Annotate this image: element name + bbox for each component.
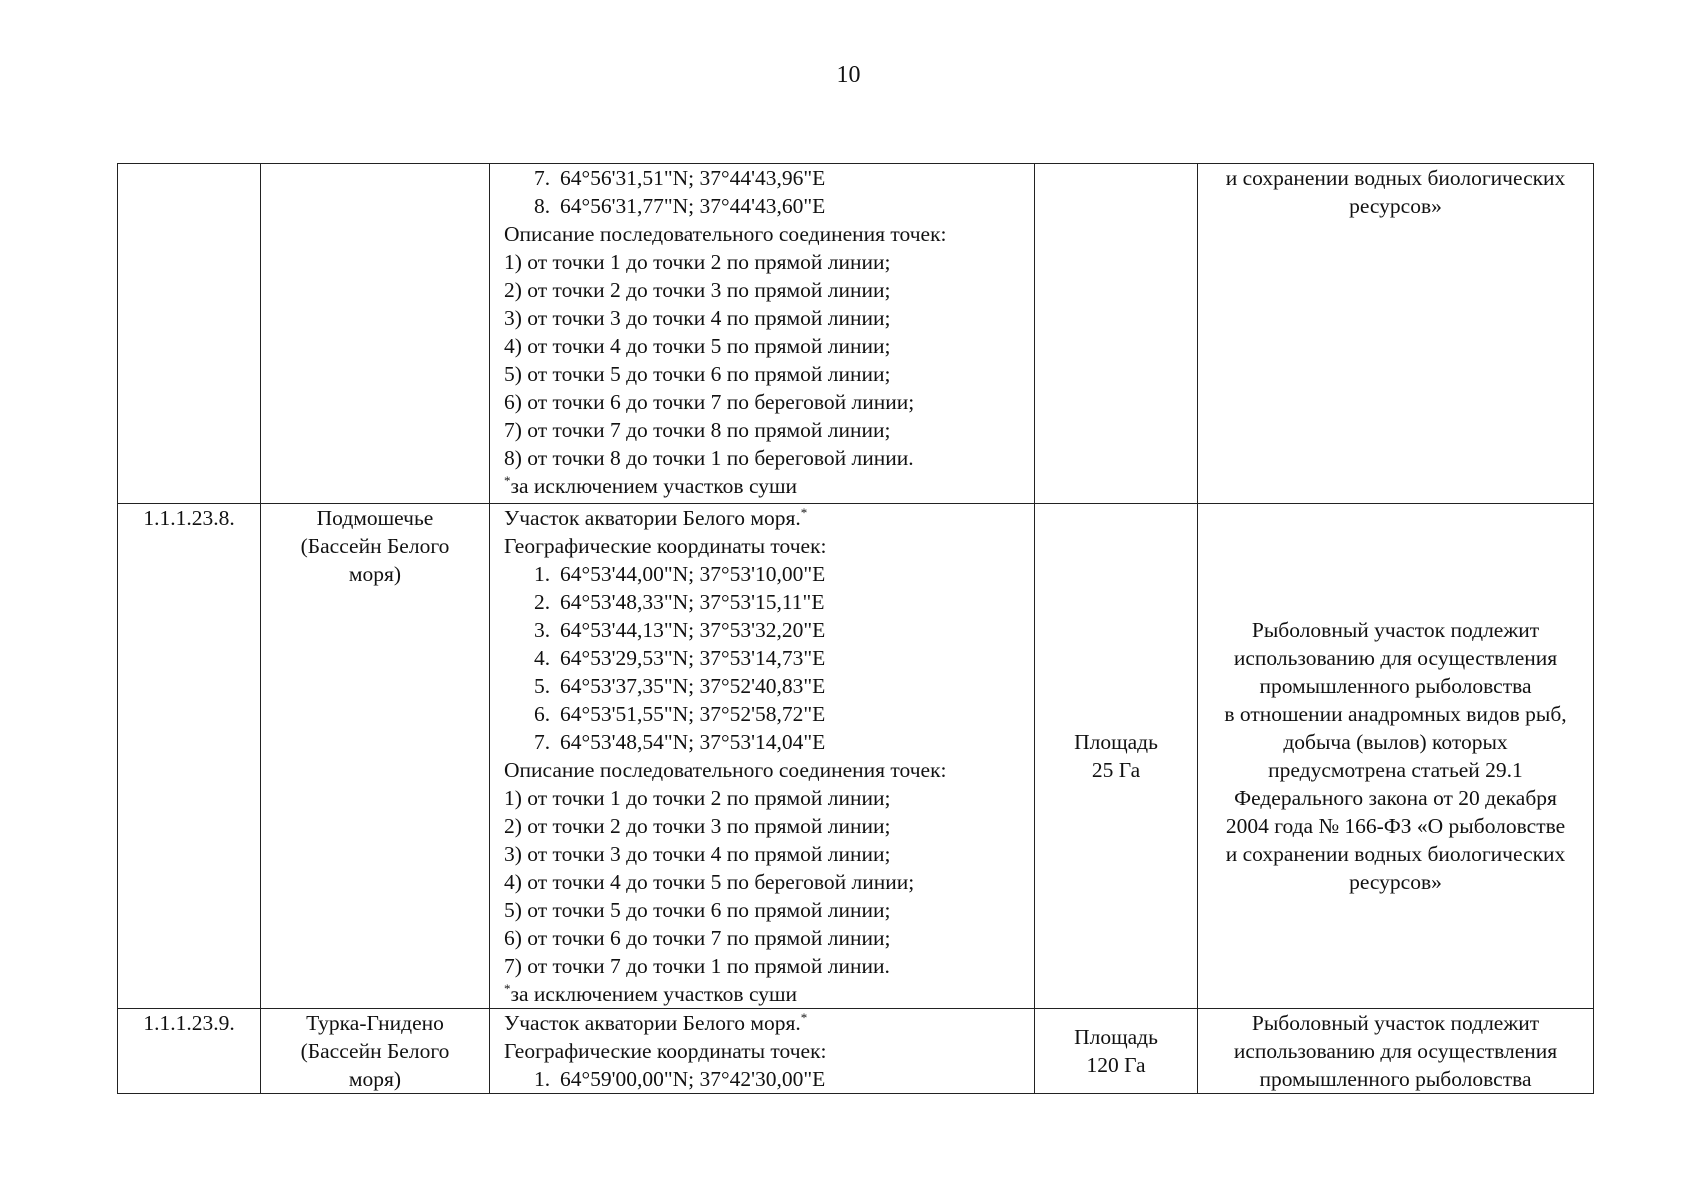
table-row — [118, 504, 1594, 1009]
connection-line: 2) от точки 2 до точки 3 по прямой линии; — [504, 278, 891, 302]
coordinate-point: 8. 64°56'31,77"N; 37°44'43,60"E — [534, 194, 826, 218]
name-line: (Бассейн Белого — [300, 1039, 450, 1063]
intro-line: Участок акватории Белого моря.* — [504, 1009, 808, 1035]
row-name-cell — [261, 164, 490, 504]
note-line: 2004 года № 166-ФЗ «О рыболовстве — [1225, 814, 1566, 838]
note-line: ресурсов» — [1349, 870, 1442, 894]
note-line: Рыболовный участок подлежит — [1251, 1011, 1540, 1035]
row-name-cell — [261, 1009, 490, 1094]
connection-line: 3) от точки 3 до точки 4 по прямой линии; — [504, 306, 891, 330]
table-row — [118, 164, 1594, 504]
note-line: и сохранении водных биологических — [1225, 842, 1566, 866]
area-label: Площадь — [1074, 1025, 1158, 1049]
connection-line: 1) от точки 1 до точки 2 по прямой линии; — [504, 786, 891, 810]
row-area-cell — [1035, 164, 1198, 504]
connection-line: 7) от точки 7 до точки 8 по прямой линии; — [504, 418, 891, 442]
coordinate-point: 7. 64°53'48,54"N; 37°53'14,04"E — [534, 730, 826, 754]
row-note-cell — [1198, 1009, 1594, 1094]
coordinate-point: 4. 64°53'29,53"N; 37°53'14,73"E — [534, 646, 826, 670]
row-description-cell — [490, 504, 1035, 1009]
row-area-cell — [1035, 504, 1198, 1009]
row-number-cell: 1.1.1.23.9. — [118, 1009, 261, 1094]
connection-line: 1) от точки 1 до точки 2 по прямой линии; — [504, 250, 891, 274]
coords-title: Географические координаты точек: — [504, 1039, 827, 1063]
note-line: предусмотрена статьей 29.1 — [1268, 758, 1523, 782]
intro-line: Участок акватории Белого моря.* — [504, 504, 808, 530]
table-row — [118, 1009, 1594, 1094]
note-line: Федерального закона от 20 декабря — [1234, 786, 1557, 810]
connection-line: 6) от точки 6 до точки 7 по береговой линии; — [504, 390, 915, 414]
area-label: Площадь — [1074, 730, 1158, 754]
connection-line: 4) от точки 4 до точки 5 по береговой линии; — [504, 870, 915, 894]
row-description-cell — [490, 1009, 1035, 1094]
note-line: использованию для осуществления — [1233, 1039, 1558, 1063]
row-area-cell — [1035, 1009, 1198, 1094]
row-number-cell — [118, 164, 261, 504]
footnote: *за исключением участков суши — [504, 980, 798, 1006]
note-line: добыча (вылов) которых — [1283, 730, 1508, 754]
row-note-cell — [1198, 164, 1594, 504]
note-line: Рыболовный участок подлежит — [1251, 618, 1540, 642]
connection-line: 3) от точки 3 до точки 4 по прямой линии; — [504, 842, 891, 866]
connection-title: Описание последовательного соединения точек: — [504, 222, 947, 246]
coordinate-point: 6. 64°53'51,55"N; 37°52'58,72"E — [534, 702, 826, 726]
coordinate-point: 5. 64°53'37,35"N; 37°52'40,83"E — [534, 674, 826, 698]
connection-line: 5) от точки 5 до точки 6 по прямой линии; — [504, 898, 891, 922]
coordinate-point: 1. 64°59'00,00"N; 37°42'30,00"E — [534, 1067, 826, 1091]
connection-line: 2) от точки 2 до точки 3 по прямой линии; — [504, 814, 891, 838]
note-line: промышленного рыболовства — [1259, 1067, 1532, 1091]
connection-line: 7) от точки 7 до точки 1 по прямой линии. — [504, 954, 890, 978]
row-name-cell — [261, 504, 490, 1009]
fishing-areas-table — [117, 163, 1594, 1094]
area-value: 25 Га — [1091, 758, 1141, 782]
coordinate-point: 7. 64°56'31,51"N; 37°44'43,96"E — [534, 166, 826, 190]
row-note-cell — [1198, 504, 1594, 1009]
row-description-cell — [490, 164, 1035, 504]
connection-line: 8) от точки 8 до точки 1 по береговой линии. — [504, 446, 914, 470]
area-value: 120 Га — [1086, 1053, 1146, 1077]
footnote: *за исключением участков суши — [504, 472, 798, 498]
coords-title: Географические координаты точек: — [504, 534, 827, 558]
coordinate-point: 2. 64°53'48,33"N; 37°53'15,11"E — [534, 590, 825, 614]
coordinate-point: 3. 64°53'44,13"N; 37°53'32,20"E — [534, 618, 826, 642]
page-number: 10 — [836, 62, 861, 88]
connection-title: Описание последовательного соединения точек: — [504, 758, 947, 782]
note-line: промышленного рыболовства — [1259, 674, 1532, 698]
name-line: Турка-Гнидено — [306, 1011, 444, 1035]
note-line: использованию для осуществления — [1233, 646, 1558, 670]
note-line: и сохранении водных биологических — [1225, 166, 1566, 190]
name-line: моря) — [348, 1067, 402, 1091]
connection-line: 4) от точки 4 до точки 5 по прямой линии; — [504, 334, 891, 358]
note-line: ресурсов» — [1349, 194, 1442, 218]
note-line: в отношении анадромных видов рыб, — [1224, 702, 1567, 726]
connection-line: 5) от точки 5 до точки 6 по прямой линии; — [504, 362, 891, 386]
name-line: Подмошечье — [316, 506, 434, 530]
coordinate-point: 1. 64°53'44,00"N; 37°53'10,00"E — [534, 562, 826, 586]
name-line: (Бассейн Белого — [300, 534, 450, 558]
connection-line: 6) от точки 6 до точки 7 по прямой линии; — [504, 926, 891, 950]
name-line: моря) — [348, 562, 402, 586]
row-number-cell: 1.1.1.23.8. — [118, 504, 261, 1009]
